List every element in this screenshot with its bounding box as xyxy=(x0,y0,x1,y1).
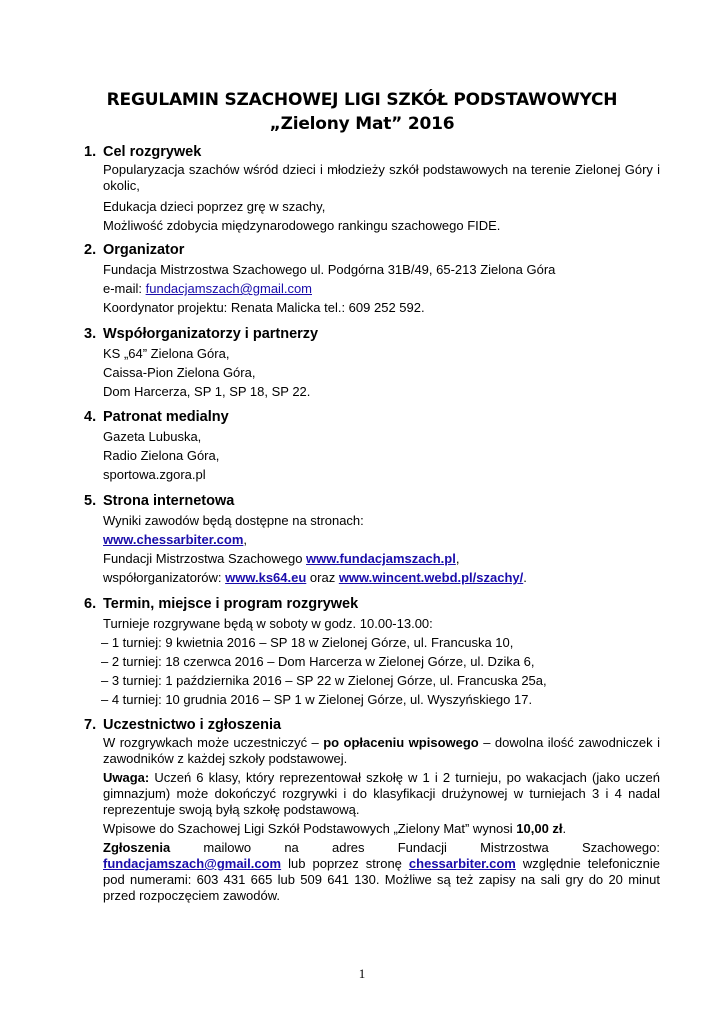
section-heading: 1. Cel rozgrywek xyxy=(84,144,202,160)
list-item: KS „64” Zielona Góra, xyxy=(103,346,230,361)
list-item: Gazeta Lubuska, xyxy=(103,429,202,444)
paragraph-wpisowe: Wpisowe do Szachowej Ligi Szkół Podstawowych „Zielony Mat” wynosi 10,00 zł. xyxy=(103,821,567,836)
wincent-link[interactable]: www.wincent.webd.pl/szachy/ xyxy=(338,570,524,585)
section-termin xyxy=(84,594,660,709)
list-item: – 2 turniej: 18 czerwca 2016 – Dom Harcerza w Zielonej Górze, ul. Dzika 6, xyxy=(101,654,535,669)
email-link[interactable]: fundacjamszach@gmail.com xyxy=(145,281,312,296)
section-heading: 4. Patronat medialny xyxy=(84,409,229,425)
fundacja-link[interactable]: www.fundacjamszach.pl xyxy=(306,551,456,566)
section-uczestnictwo xyxy=(84,715,660,907)
section-heading: 2. Organizator xyxy=(84,242,185,258)
section-heading: 7. Uczestnictwo i zgłoszenia xyxy=(84,717,282,733)
paragraph-uwaga: Uwaga: Uczeń 6 klasy, który reprezentował szkołę w 1 i 2 turnieju, po wakacjach (jako uczeń gimnazjum) może dokończyć rozgrywki i do klasyfikacji drużynowej w turniejach 3 i 4 nadal reprezentuje swoją byłą szkołę podstawową. xyxy=(103,770,660,817)
list-item: Radio Zielona Góra, xyxy=(103,448,220,463)
chessarbiter-link[interactable]: chessarbiter.com xyxy=(408,856,516,871)
chessarbiter-link[interactable]: www.chessarbiter.com xyxy=(103,532,244,547)
section-wspolorganizatorzy xyxy=(84,324,660,401)
section-organizator xyxy=(84,240,660,317)
paragraph: Wyniki zawodów będą dostępne na stronach: xyxy=(103,513,364,528)
page-number: 1 xyxy=(358,966,366,981)
section-strona-internetowa: 5. Strona internetowa Wyniki zawodów będą dostępne na stronach: www.chessarbiter.com, Fundacji Mistrzostwa Szachowego www.fundacjamszach.pl, współorganizatorów: www.ks64.eu oraz www.wincent.webd.pl/szachy/. xyxy=(84,491,660,587)
paragraph: Możliwość zdobycia międzynarodowego rankingu szachowego FIDE. xyxy=(103,218,501,233)
list-item: sportowa.zgora.pl xyxy=(103,467,206,482)
list-item: – 3 turniej: 1 października 2016 – SP 22 w Zielonej Górze, ul. Francuska 25a, xyxy=(101,673,547,688)
list-item: Caissa-Pion Zielona Góra, xyxy=(103,365,256,380)
paragraph: Koordynator projektu: Renata Malicka tel.: 609 252 592. xyxy=(103,300,425,315)
document-title: REGULAMIN SZACHOWEJ LIGI SZKÓŁ PODSTAWOWYCH xyxy=(106,90,618,110)
ks64-link[interactable]: www.ks64.eu xyxy=(225,570,307,585)
email-link[interactable]: fundacjamszach@gmail.com xyxy=(103,856,282,871)
list-item: Dom Harcerza, SP 1, SP 18, SP 22. xyxy=(103,384,311,399)
paragraph-zgloszenia: Zgłoszenia mailowo na adres Fundacji Mistrzostwa Szachowego: fundacjamszach@gmail.com lub poprzez stronę chessarbiter.com względnie telefonicznie pod numerami: 603 431 665 lub 509 641 130. Możliwe są też zapisy na sali gry do 20 minut przed rozpoczęciem zawodów. xyxy=(103,840,660,903)
list-item: – 4 turniej: 10 grudnia 2016 – SP 1 w Zielonej Górze, ul. Wyszyńskiego 17. xyxy=(101,692,533,707)
section-heading: 3. Współorganizatorzy i partnerzy xyxy=(84,326,319,342)
section-heading: 5. Strona internetowa xyxy=(84,493,235,509)
section-heading: 6. Termin, miejsce i program rozgrywek xyxy=(84,596,359,612)
paragraph: Fundacja Mistrzostwa Szachowego ul. Podgórna 31B/49, 65-213 Zielona Góra xyxy=(103,262,556,277)
document-subtitle: „Zielony Mat” 2016 xyxy=(269,114,455,134)
email-line: e-mail: fundacjamszach@gmail.com xyxy=(103,281,312,296)
list-item: – 1 turniej: 9 kwietnia 2016 – SP 18 w Zielonej Górze, ul. Francuska 10, xyxy=(101,635,514,650)
section-cel-rozgrywek xyxy=(84,142,660,235)
paragraph: Turnieje rozgrywane będą w soboty w godz. 10.00-13.00: xyxy=(103,616,433,631)
paragraph: W rozgrywkach może uczestniczyć – po opłaceniu wpisowego – dowolna ilość zawodniczek i zawodników z każdej szkoły podstawowej. xyxy=(103,735,660,766)
paragraph: Edukacja dzieci poprzez grę w szachy, xyxy=(103,199,326,214)
paragraph: Popularyzacja szachów wśród dzieci i młodzieży szkół podstawowych na terenie Zielonej Góry i okolic, xyxy=(103,162,660,193)
section-patronat xyxy=(84,407,660,484)
